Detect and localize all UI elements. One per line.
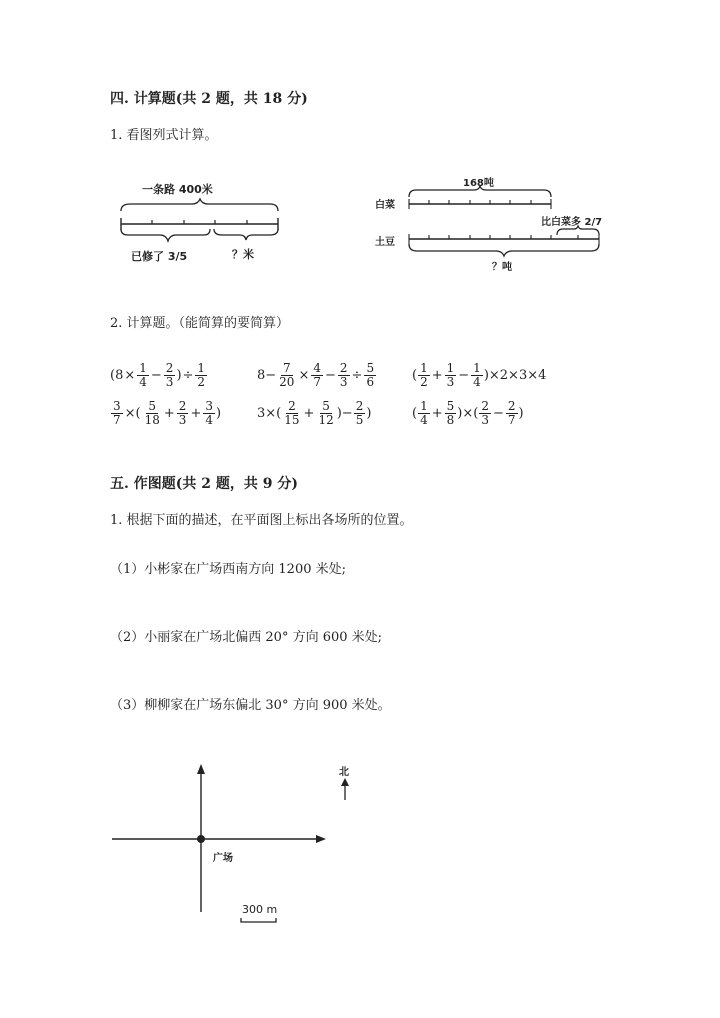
road-remaining-label: ？米 xyxy=(232,248,254,261)
e6-close: ) xyxy=(518,405,524,421)
den: 7 xyxy=(313,374,321,389)
road-total-label: 一条路 400米 xyxy=(142,183,213,196)
e3-plus: + xyxy=(431,367,443,383)
den: 3 xyxy=(446,374,455,389)
den: 15 xyxy=(284,412,300,427)
den: 7 xyxy=(113,412,121,427)
den: 2 xyxy=(420,374,428,389)
num: 2 xyxy=(165,361,174,375)
num: 2 xyxy=(481,399,489,413)
e2-div: ÷ xyxy=(351,367,363,383)
num: 1 xyxy=(420,361,428,375)
north-label: 北 xyxy=(339,767,349,778)
den: 3 xyxy=(481,412,489,427)
num: 2 xyxy=(339,361,348,375)
potato-label: 土豆 xyxy=(375,237,395,248)
den: 4 xyxy=(205,412,213,427)
num: 2 xyxy=(507,399,516,413)
num: 2 xyxy=(355,399,364,413)
num: 7 xyxy=(282,361,291,375)
compare-label: 比白菜多 2/7 xyxy=(541,217,603,228)
num: 5 xyxy=(148,399,157,413)
cabbage-weight-label: 168吨 xyxy=(463,178,494,189)
den: 12 xyxy=(318,412,334,427)
e1-times: × xyxy=(124,367,136,383)
e4-plus1: + xyxy=(163,405,175,421)
e6-open: ( xyxy=(412,405,418,421)
drawing-question-text: 1. 根据下面的描述，在平面图上标出各场所的位置。 xyxy=(110,513,413,528)
e5-close: )− xyxy=(336,405,353,421)
e5-end: ) xyxy=(366,405,372,421)
den: 3 xyxy=(339,374,348,389)
e5-lead: 3×( xyxy=(257,405,282,421)
num: 1 xyxy=(197,361,206,375)
e6-minus: − xyxy=(492,405,504,421)
den: 4 xyxy=(420,412,428,427)
road-done-label: 已修了 3/5 xyxy=(131,250,188,263)
item-1-text: （1）小彬家在广场西南方向 1200 米处; xyxy=(110,562,346,577)
e4-plus2: + xyxy=(190,405,202,421)
num: 3 xyxy=(113,399,121,413)
den: 3 xyxy=(165,374,174,389)
scale-label: 300 m xyxy=(242,903,278,916)
den: 5 xyxy=(355,412,364,427)
den: 20 xyxy=(279,374,295,389)
num: 5 xyxy=(366,361,375,375)
den: 18 xyxy=(144,412,160,427)
question-1-text: 1. 看图列式计算。 xyxy=(110,128,218,143)
e1-open: (8 xyxy=(110,367,124,383)
e1-close: ) xyxy=(176,367,182,383)
e2-times: × xyxy=(298,367,310,383)
potato-unknown-label: ？吨 xyxy=(492,262,512,273)
den: 6 xyxy=(366,374,375,389)
e1-div: ÷ xyxy=(182,367,194,383)
num: 5 xyxy=(446,399,455,413)
den: 4 xyxy=(139,374,147,389)
e6-plus: + xyxy=(431,405,443,421)
num: 5 xyxy=(322,399,330,413)
e4-close: ) xyxy=(215,405,222,421)
den: 7 xyxy=(507,412,516,427)
e6-mid: )×( xyxy=(457,405,479,421)
cabbage-label: 白菜 xyxy=(375,200,395,211)
e1-minus: − xyxy=(150,367,162,383)
e3-minus: − xyxy=(458,367,470,383)
den: 8 xyxy=(446,412,455,427)
e2-lead: 8− xyxy=(257,367,277,383)
e4-times: ×( xyxy=(124,405,141,421)
den: 3 xyxy=(178,412,187,427)
square-label: 广场 xyxy=(213,853,233,864)
num: 1 xyxy=(446,361,455,375)
num: 1 xyxy=(473,361,481,375)
e3-open: ( xyxy=(412,367,418,383)
section5-title: 五. 作图题(共 2 题，共 9 分) xyxy=(110,476,298,492)
question-2-text: 2. 计算题。（能简算的要简算） xyxy=(110,316,290,331)
num: 2 xyxy=(288,399,296,413)
e2-minus: − xyxy=(325,367,336,383)
item-3-text: （3）柳柳家在广场东偏北 30° 方向 900 米处。 xyxy=(110,698,391,713)
den: 4 xyxy=(473,374,481,389)
e5-plus: + xyxy=(303,405,315,421)
num: 1 xyxy=(420,399,428,413)
item-2-text: （2）小丽家在广场北偏西 20° 方向 600 米处; xyxy=(110,630,383,645)
num: 4 xyxy=(313,361,321,375)
e3-tail: )×2×3×4 xyxy=(483,367,547,383)
section4-title: 四. 计算题(共 2 题，共 18 分) xyxy=(110,91,308,107)
num: 3 xyxy=(205,399,213,413)
den: 2 xyxy=(197,374,206,389)
num: 1 xyxy=(139,361,147,375)
num: 2 xyxy=(178,399,187,413)
